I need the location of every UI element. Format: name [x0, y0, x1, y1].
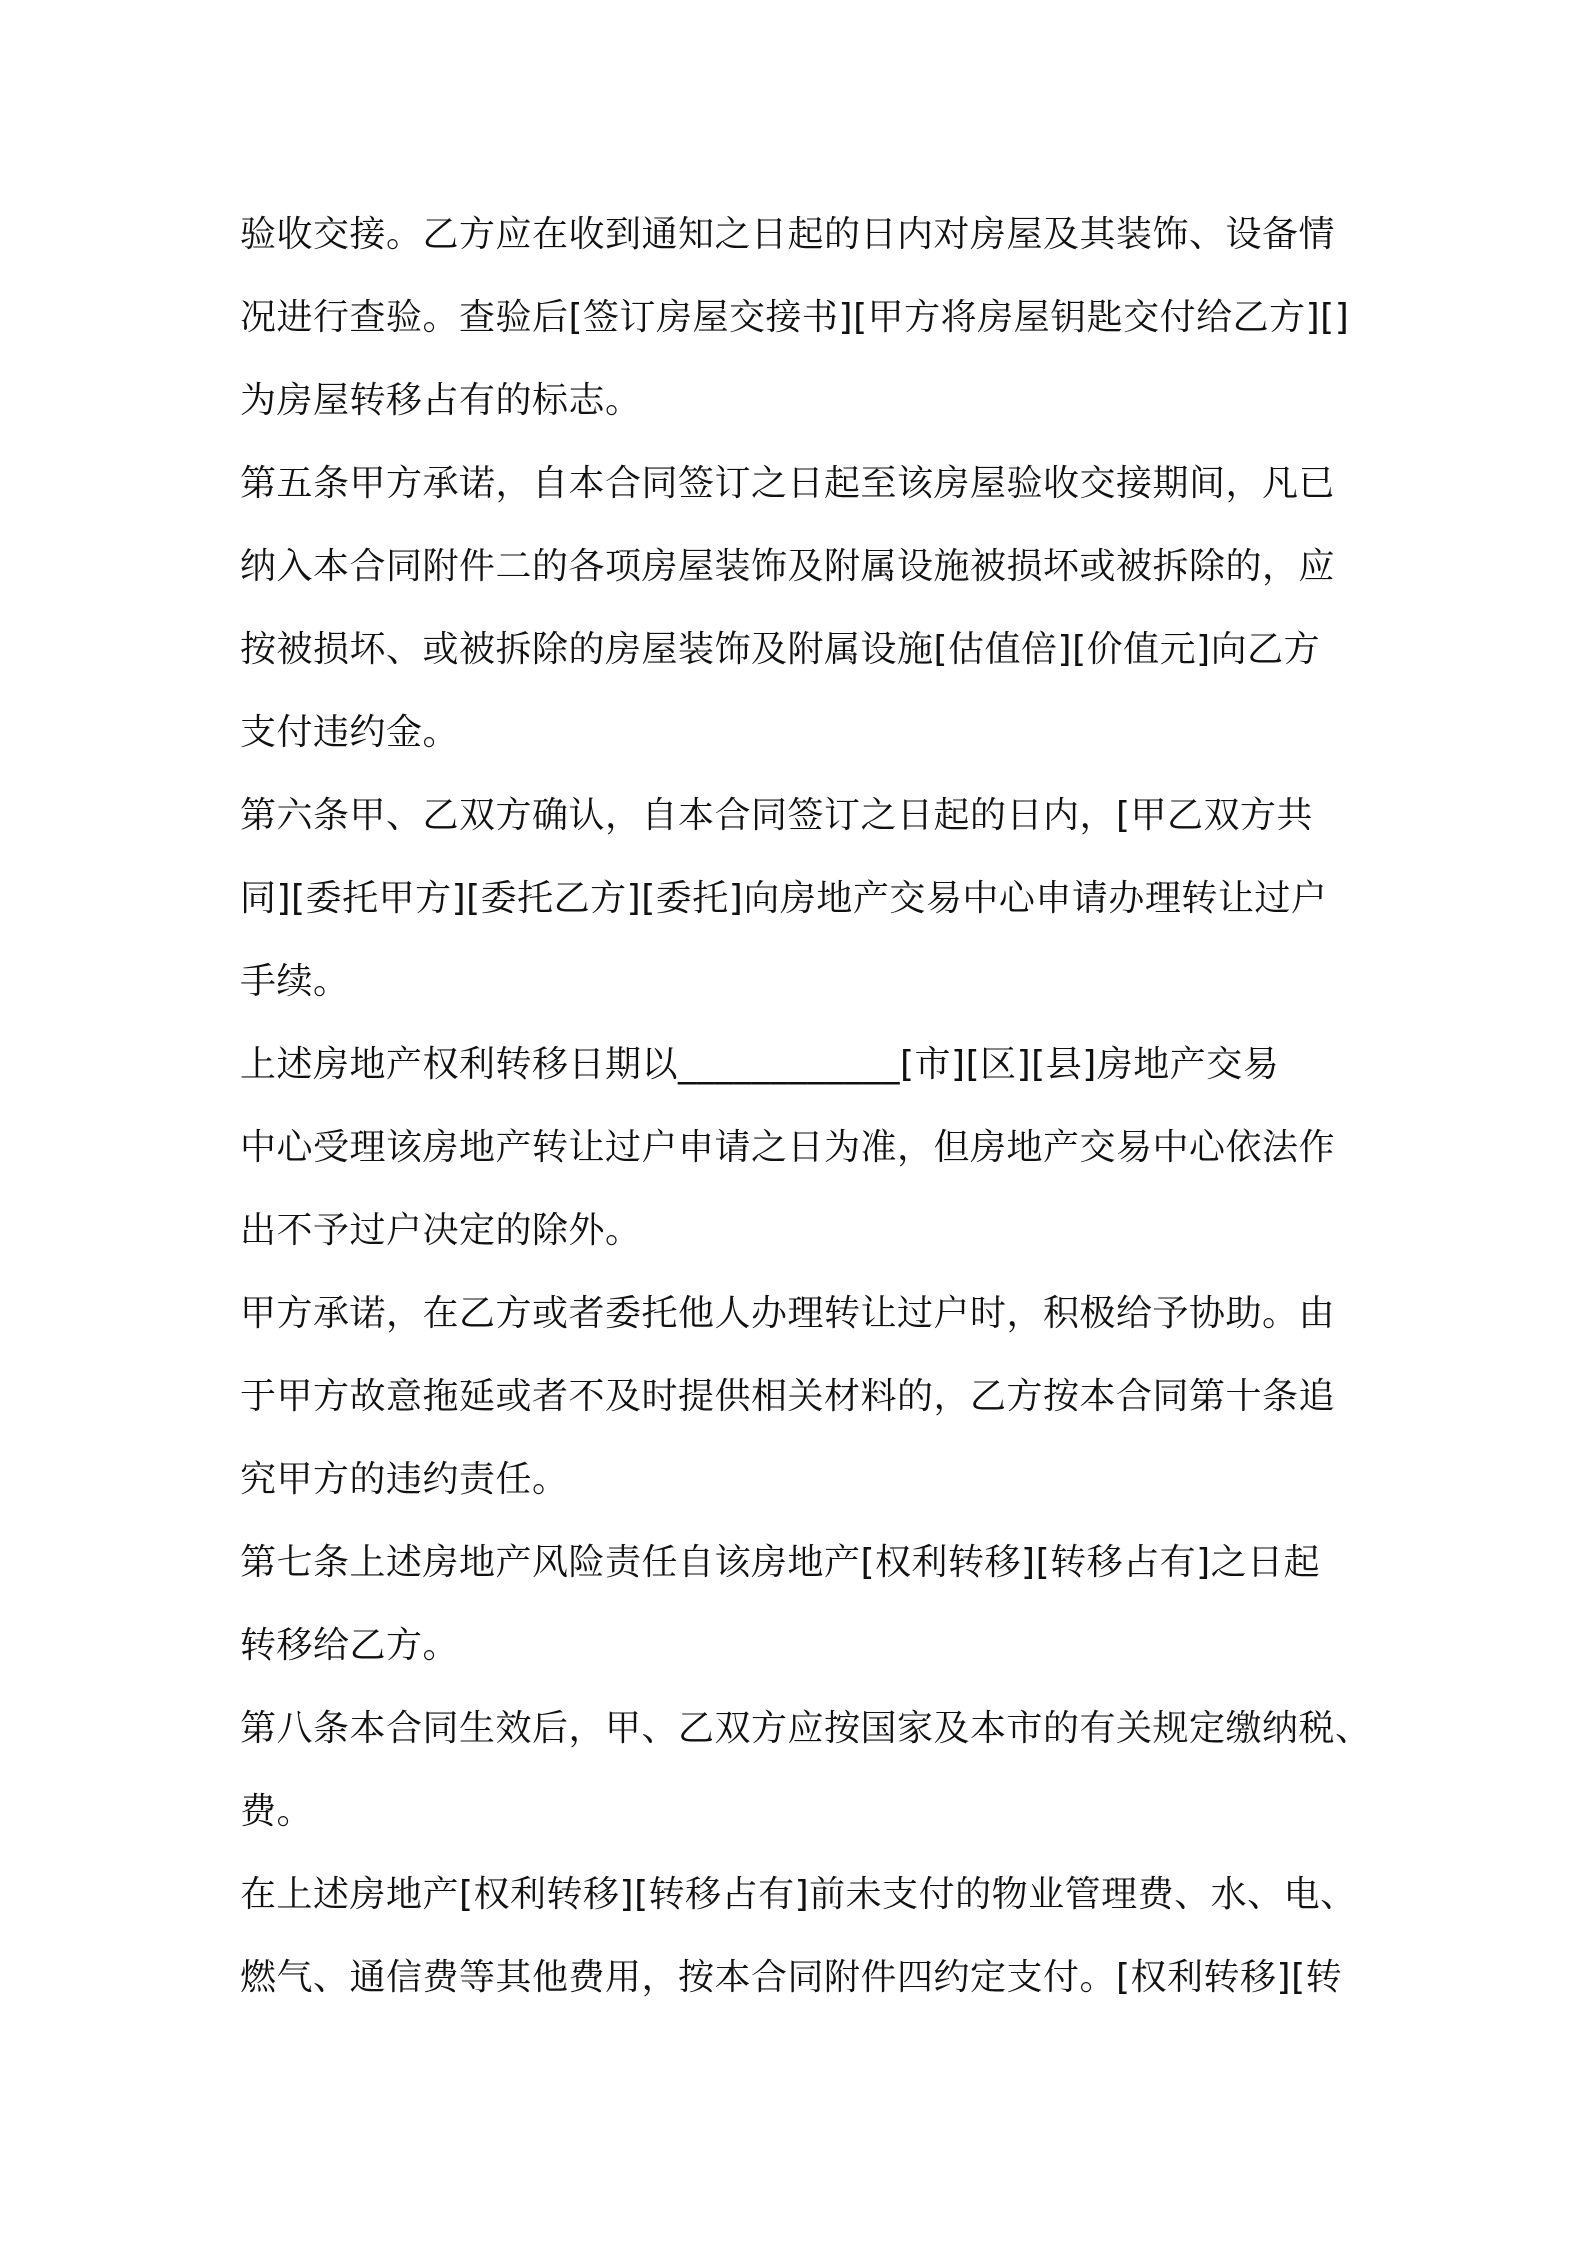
text-line: 究甲方的违约责任。: [240, 1459, 569, 1500]
text-line: 上述房地产权利转移日期以____________[市][区][县]房地产交易: [240, 1044, 1280, 1085]
text-line: 中心受理该房地产转让过户申请之日为准，但房地产交易中心依法作: [240, 1127, 1336, 1168]
text-line: 第七条上述房地产风险责任自该房地产[权利转移][转移占有]之日起: [240, 1542, 1321, 1583]
text-line: 甲方承诺，在乙方或者委托他人办理转让过户时，积极给予协助。由: [240, 1293, 1336, 1334]
text-line: 同][委托甲方][委托乙方][委托]向房地产交易中心申请办理转让过户: [240, 878, 1328, 919]
text-line: 按被损坏、或被拆除的房屋装饰及附属设施[估值倍][价值元]向乙方: [240, 629, 1321, 670]
text-line: 第六条甲、乙双方确认，自本合同签订之日起的日内，[甲乙双方共: [240, 795, 1314, 836]
text-line: 验收交接。乙方应在收到通知之日起的日内对房屋及其装饰、设备情: [240, 214, 1336, 255]
text-line: 于甲方故意拖延或者不及时提供相关材料的，乙方按本合同第十条追: [240, 1376, 1336, 1417]
text-line: 出不予过户决定的除外。: [240, 1210, 642, 1251]
text-line: 燃气、通信费等其他费用，按本合同附件四约定支付。[权利转移][转: [240, 1957, 1343, 1998]
text-line: 第八条本合同生效后，甲、乙双方应按国家及本市的有关规定缴纳税、: [240, 1708, 1372, 1749]
contract-text: [240, 193, 1372, 2019]
text-line: 转移给乙方。: [240, 1625, 460, 1666]
text-line: 费。: [240, 1791, 314, 1832]
text-line: 纳入本合同附件二的各项房屋装饰及附属设施被损坏或被拆除的，应: [240, 546, 1336, 587]
text-line: 第五条甲方承诺，自本合同签订之日起至该房屋验收交接期间，凡已: [240, 463, 1336, 504]
text-line: 为房屋转移占有的标志。: [240, 380, 642, 421]
text-line: 支付违约金。: [240, 712, 460, 753]
text-line: 况进行查验。查验后[签订房屋交接书][甲方将房屋钥匙交付给乙方][]: [240, 297, 1350, 338]
text-line: 在上述房地产[权利转移][转移占有]前未支付的物业管理费、水、电、: [240, 1874, 1357, 1915]
text-line: 手续。: [240, 961, 350, 1002]
